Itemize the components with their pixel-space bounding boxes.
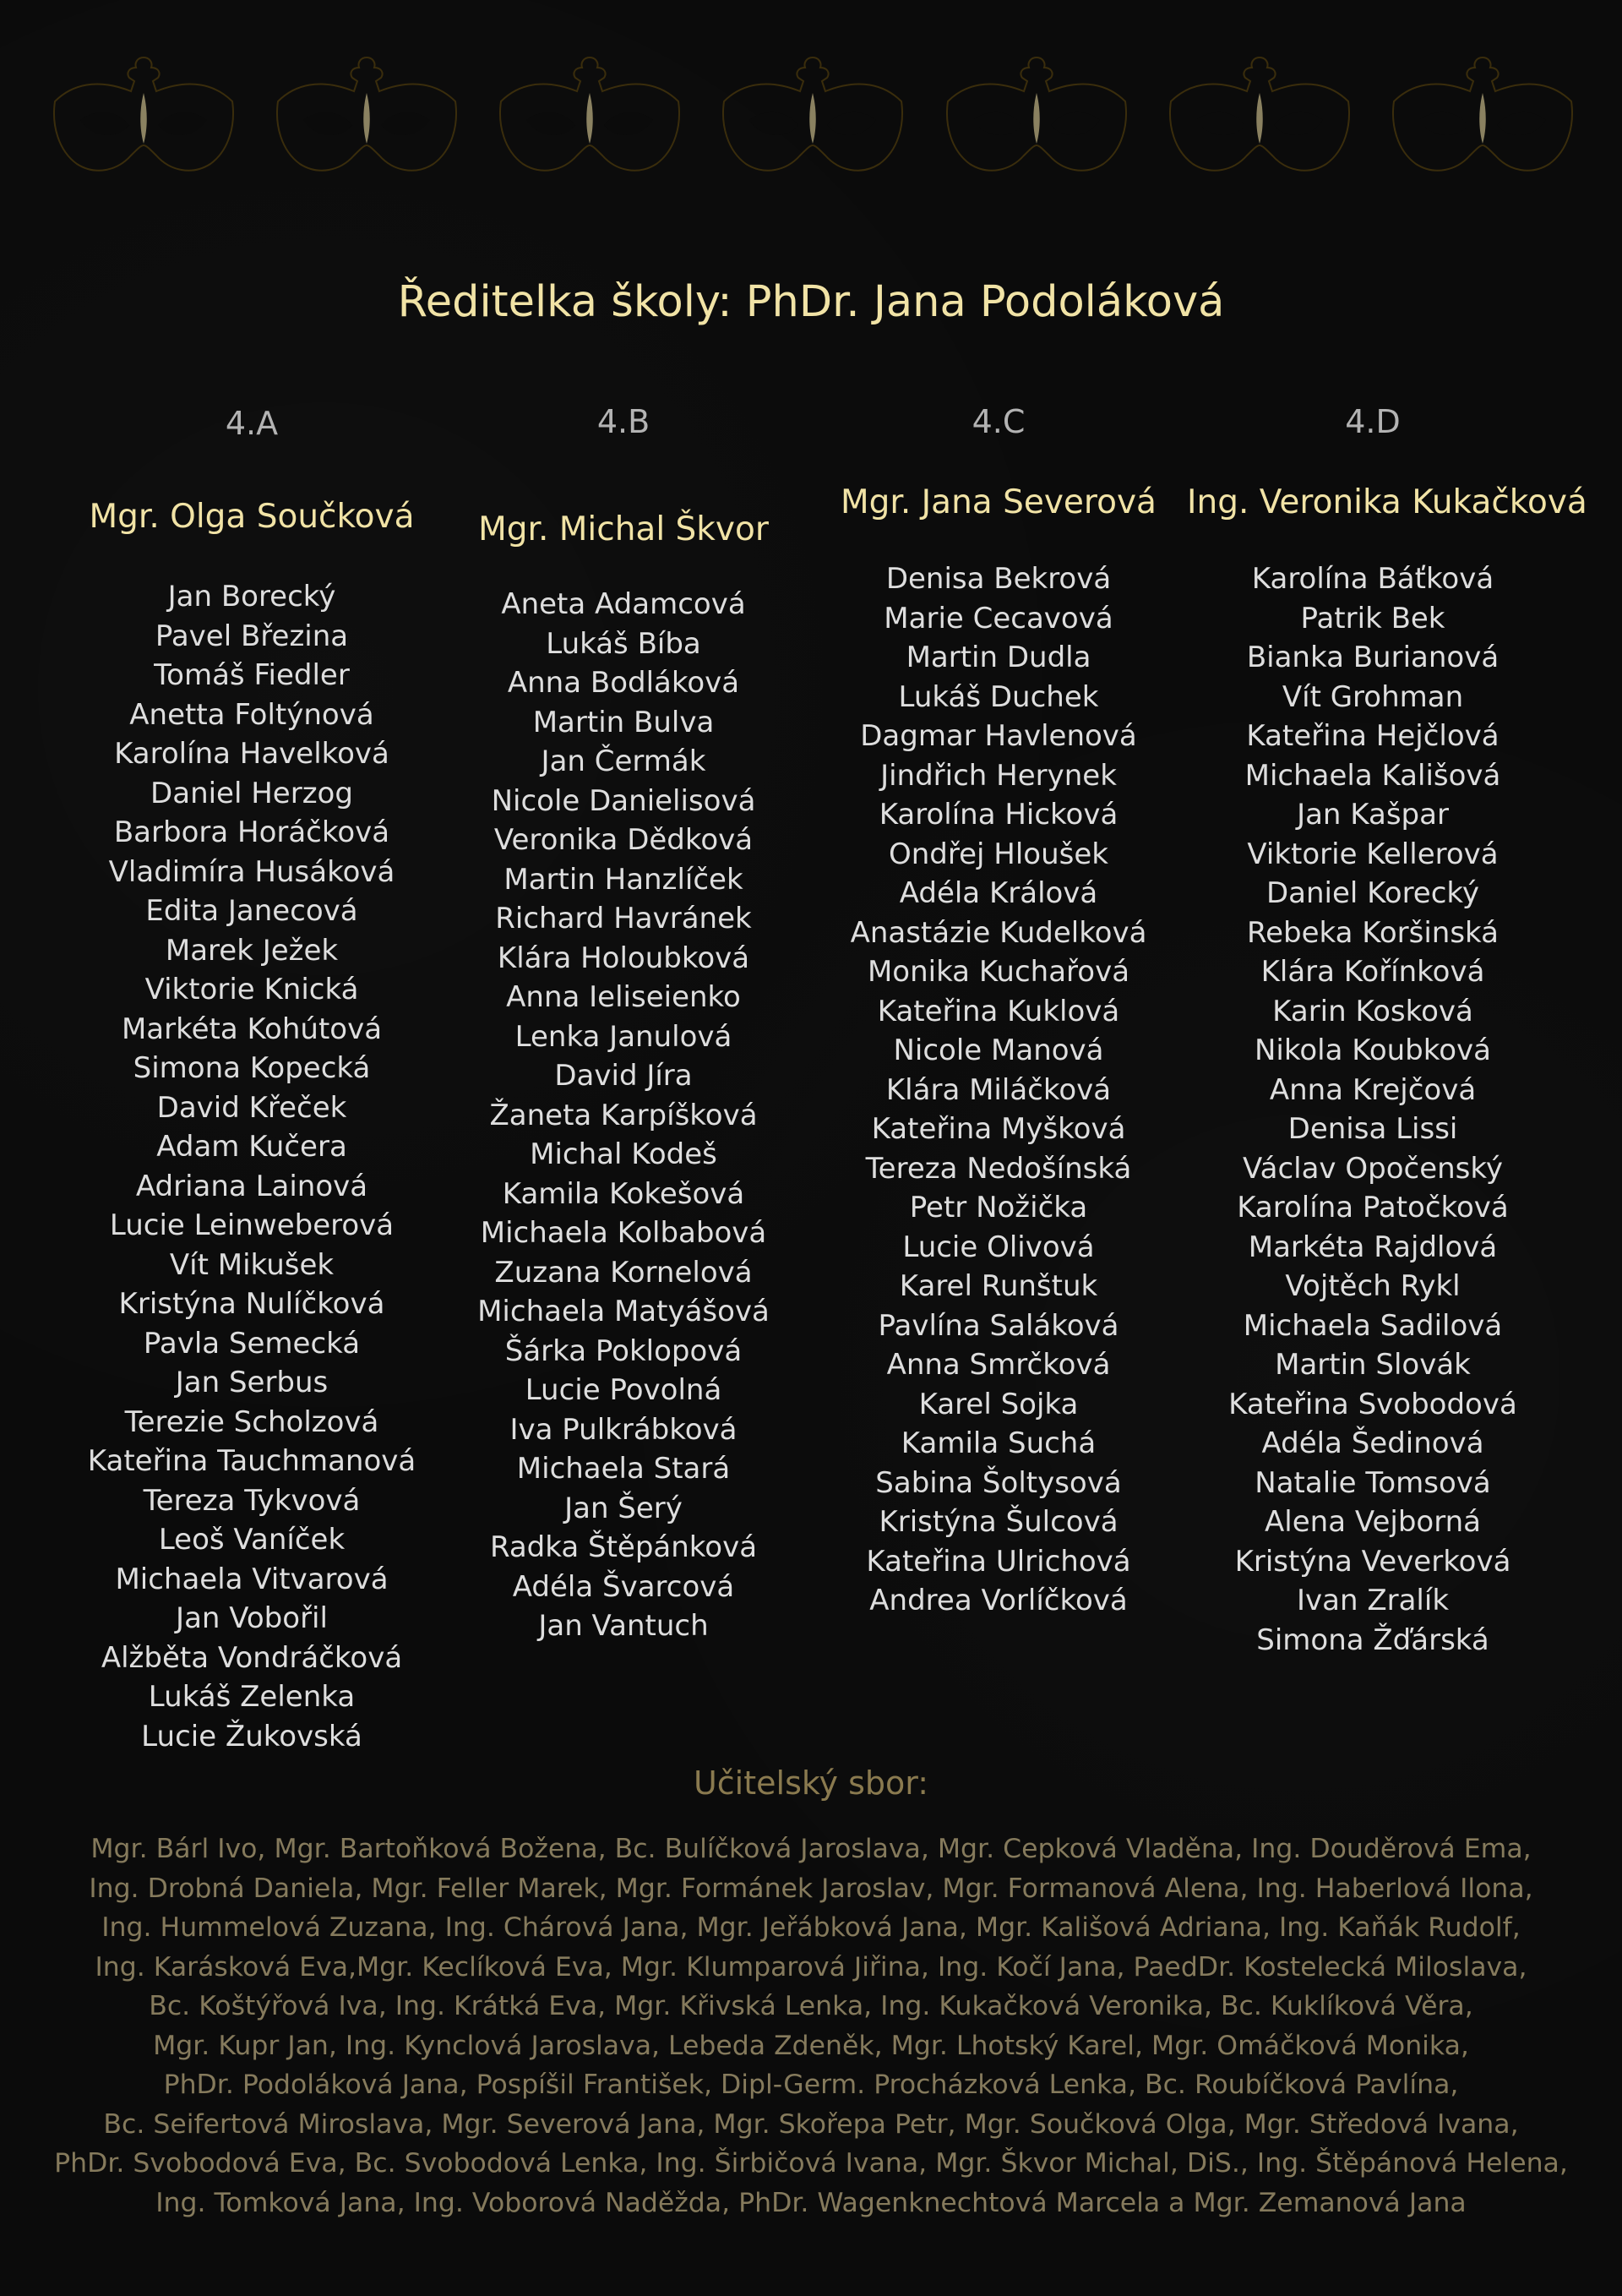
- student-name: Aneta Adamcová: [501, 587, 746, 621]
- student-name: Michaela Vitvarová: [115, 1562, 389, 1596]
- student-name: Rebeka Koršinská: [1247, 915, 1499, 950]
- student-name: Vít Grohman: [1282, 679, 1464, 714]
- student-name: Sabina Šoltysová: [875, 1465, 1122, 1500]
- student-name: Jan Serbus: [175, 1366, 329, 1399]
- golden-carnival-mask-icon: [716, 46, 910, 190]
- student-name: Jan Kašpar: [1297, 798, 1449, 832]
- student-name: Barbora Horáčková: [113, 815, 390, 849]
- staff-line: Ing. Hummelová Zuzana, Ing. Chárová Jana, Mgr. Jeřábková Jana, Mgr. Kališová Adriana, Ing. Kaňák Rudolf,: [101, 1912, 1521, 1943]
- student-name: Adéla Šedinová: [1261, 1426, 1484, 1460]
- student-name: Kamila Kokešová: [502, 1176, 745, 1211]
- student-name: Michaela Stará: [516, 1452, 731, 1486]
- staff-line: Bc. Seifertová Miroslava, Mgr. Severová Jana, Mgr. Skořepa Petr, Mgr. Součková Olga, Mgr. Středová Ivana,: [103, 2108, 1519, 2140]
- student-name: Karolína Havelková: [114, 737, 389, 771]
- student-name: Klára Miláčková: [885, 1072, 1112, 1107]
- student-name: Kateřina Kuklová: [877, 994, 1120, 1028]
- student-name: Viktorie Knická: [144, 973, 359, 1006]
- staff-heading: Učitelský sbor:: [693, 1764, 929, 1802]
- student-name: Dagmar Havlenová: [860, 719, 1137, 753]
- student-name: Karolína Patočková: [1237, 1191, 1509, 1224]
- staff-line: PhDr. Podoláková Jana, Pospíšil František, Dipl-Germ. Procházková Lenka, Bc. Roubíčková Pavlína,: [163, 2070, 1459, 2100]
- student-name: Václav Opočenský: [1243, 1151, 1503, 1186]
- student-name: Michaela Matyášová: [477, 1295, 770, 1328]
- class-teacher: Ing. Veronika Kukačková: [1187, 483, 1587, 521]
- student-name: Patrik Bek: [1300, 601, 1445, 635]
- student-name: Kateřina Svobodová: [1228, 1387, 1517, 1421]
- student-name: Pavlína Saláková: [878, 1308, 1119, 1343]
- student-name: Tereza Tykvová: [143, 1483, 361, 1518]
- class-teacher: Mgr. Jana Severová: [841, 483, 1157, 521]
- golden-carnival-mask-icon: [493, 46, 687, 190]
- student-name: David Křeček: [156, 1090, 347, 1125]
- student-name: Michal Kodeš: [530, 1137, 717, 1171]
- class-teacher: Mgr. Olga Součková: [89, 498, 415, 536]
- student-name: Pavla Semecká: [143, 1326, 361, 1361]
- student-name: Adéla Králová: [899, 876, 1098, 910]
- student-name: Viktorie Kellerová: [1247, 837, 1499, 871]
- student-name: Tereza Nedošínská: [865, 1151, 1132, 1186]
- student-name: Markéta Kohútová: [121, 1012, 383, 1046]
- class-column-4a: [66, 404, 438, 1756]
- student-name: Jindřich Herynek: [880, 758, 1117, 793]
- student-name: Pavel Březina: [155, 619, 349, 653]
- student-name: Kristýna Nulíčková: [118, 1287, 385, 1321]
- student-name: Petr Nožička: [909, 1191, 1088, 1224]
- student-name: Anna Krejčová: [1269, 1072, 1477, 1107]
- student-name: Monika Kuchařová: [867, 955, 1130, 989]
- student-list: [66, 577, 438, 1756]
- student-name: Nikola Koubková: [1254, 1033, 1492, 1067]
- student-name: Jan Borecký: [167, 580, 336, 614]
- student-name: Jan Vantuch: [538, 1609, 709, 1643]
- student-name: Anna Bodláková: [507, 666, 740, 700]
- student-name: Lucie Povolná: [525, 1373, 722, 1407]
- student-name: Simona Žďárská: [1256, 1622, 1489, 1657]
- student-name: Alena Vejborná: [1265, 1505, 1481, 1539]
- class-column-4b: [438, 402, 809, 1646]
- mask-row: [46, 46, 1580, 190]
- student-name: Lukáš Zelenka: [148, 1680, 356, 1714]
- student-name: Kateřina Tauchmanová: [87, 1444, 416, 1478]
- student-name: Kristýna Veverková: [1234, 1544, 1511, 1579]
- student-name: Edita Janecová: [145, 894, 358, 928]
- student-list: [813, 559, 1184, 1621]
- class-teacher: Mgr. Michal Škvor: [478, 510, 769, 548]
- class-column-4c: [813, 402, 1184, 1621]
- student-name: Simona Kopecká: [133, 1051, 371, 1085]
- student-name: Michaela Kališová: [1244, 758, 1501, 793]
- student-name: Marie Cecavová: [884, 601, 1113, 635]
- student-name: Karel Sojka: [918, 1387, 1079, 1421]
- student-name: Andrea Vorlíčková: [869, 1584, 1128, 1617]
- student-name: Kateřina Ulrichová: [866, 1544, 1131, 1579]
- staff-list: [34, 1830, 1588, 2222]
- student-name: Denisa Bekrová: [885, 562, 1112, 596]
- student-name: Adriana Lainová: [135, 1169, 368, 1203]
- student-name: Kateřina Hejčlová: [1246, 719, 1500, 753]
- staff-line: Mgr. Kupr Jan, Ing. Kynclová Jaroslava, Lebeda Zdeněk, Mgr. Lhotský Karel, Mgr. Omáčková Monika,: [153, 2030, 1469, 2061]
- class-name: 4.A: [225, 405, 279, 442]
- student-name: David Jíra: [554, 1059, 693, 1093]
- student-name: Martin Bulva: [532, 705, 715, 739]
- student-name: Terezie Scholzová: [124, 1404, 379, 1439]
- student-list: [438, 585, 809, 1646]
- student-name: Jan Šerý: [564, 1491, 683, 1525]
- student-name: Karin Kosková: [1272, 994, 1473, 1028]
- student-name: Vojtěch Rykl: [1285, 1269, 1461, 1303]
- student-name: Ondřej Hloušek: [889, 837, 1108, 871]
- student-name: Jan Vobořil: [176, 1601, 328, 1635]
- class-name: 4.C: [972, 403, 1026, 440]
- student-name: Adéla Švarcová: [512, 1569, 735, 1604]
- class-column-4d: [1187, 402, 1587, 1660]
- student-name: Radka Štěpánková: [489, 1530, 758, 1564]
- student-name: Michaela Kolbabová: [480, 1216, 767, 1250]
- student-name: Michaela Sadilová: [1243, 1308, 1503, 1343]
- student-name: Leoš Vaníček: [158, 1523, 346, 1557]
- student-name: Jan Čermák: [541, 744, 706, 778]
- student-name: Vladimíra Husáková: [108, 854, 395, 889]
- student-name: Klára Holoubková: [497, 941, 750, 975]
- student-name: Lucie Olivová: [902, 1230, 1095, 1264]
- staff-line: Ing. Tomková Jana, Ing. Voborová Naděžda, PhDr. Wagenknechtová Marcela a Mgr. Zemanová Jana: [155, 2187, 1467, 2218]
- student-name: Kateřina Myšková: [871, 1112, 1126, 1146]
- student-name: Nicole Danielisová: [491, 783, 756, 818]
- student-name: Lenka Janulová: [514, 1019, 732, 1054]
- student-name: Martin Hanzlíček: [503, 862, 743, 897]
- student-name: Alžběta Vondráčková: [101, 1640, 403, 1675]
- student-name: Anna Smrčková: [886, 1348, 1111, 1382]
- student-name: Natalie Tomsová: [1255, 1465, 1491, 1500]
- student-name: Šárka Poklopová: [504, 1333, 743, 1368]
- principal-title: Ředitelka školy: PhDr. Jana Podoláková: [397, 277, 1225, 327]
- golden-carnival-mask-icon: [1385, 46, 1580, 190]
- student-name: Iva Pulkrábková: [509, 1412, 738, 1447]
- staff-line: Ing. Karásková Eva,Mgr. Keclíková Eva, Mgr. Klumparová Jiřina, Ing. Kočí Jana, PaedDr. Kostelecká Miloslava,: [95, 1951, 1527, 1982]
- golden-carnival-mask-icon: [46, 46, 241, 190]
- staff-line: Mgr. Bárl Ivo, Mgr. Bartoňková Božena, Bc. Bulíčková Jaroslava, Mgr. Cepková Vladěna, Ing. Douděrová Ema,: [90, 1834, 1532, 1864]
- student-name: Zuzana Kornelová: [494, 1255, 753, 1290]
- student-name: Karolína Hicková: [879, 798, 1119, 832]
- staff-line: PhDr. Svobodová Eva, Bc. Svobodová Lenka, Ing. Širbičová Ivana, Mgr. Škvor Michal, DiS., Ing. Štěpánová Helena,: [54, 2148, 1568, 2179]
- student-name: Kristýna Šulcová: [879, 1505, 1119, 1539]
- staff-line: Bc. Koštýřová Iva, Ing. Krátká Eva, Mgr. Křivská Lenka, Ing. Kukačková Veronika, Bc. Kuklíková Věra,: [149, 1991, 1473, 2021]
- student-name: Žaneta Karpíšková: [489, 1098, 758, 1132]
- student-name: Kamila Suchá: [901, 1426, 1097, 1460]
- class-name: 4.B: [596, 403, 650, 440]
- student-name: Bianka Burianová: [1246, 641, 1500, 674]
- student-name: Lukáš Duchek: [898, 679, 1099, 714]
- student-name: Lukáš Bíba: [546, 626, 701, 661]
- student-name: Nicole Manová: [893, 1033, 1104, 1067]
- student-name: Karel Runštuk: [899, 1269, 1098, 1303]
- golden-carnival-mask-icon: [939, 46, 1134, 190]
- student-name: Anastázie Kudelková: [850, 915, 1147, 950]
- student-name: Denisa Lissi: [1287, 1112, 1458, 1146]
- student-name: Vít Mikušek: [169, 1247, 335, 1282]
- student-name: Martin Dudla: [906, 641, 1091, 674]
- class-name: 4.D: [1345, 403, 1401, 440]
- student-name: Lucie Leinweberová: [109, 1208, 395, 1242]
- student-name: Daniel Herzog: [150, 776, 353, 810]
- golden-carnival-mask-icon: [1162, 46, 1357, 190]
- student-name: Markéta Rajdlová: [1248, 1230, 1498, 1264]
- student-name: Ivan Zralík: [1296, 1584, 1450, 1617]
- student-name: Marek Ježek: [165, 933, 339, 968]
- student-name: Anetta Foltýnová: [129, 697, 374, 732]
- staff-line: Ing. Drobná Daniela, Mgr. Feller Marek, Mgr. Formánek Jaroslav, Mgr. Formanová Alena, Ing. Haberlová Ilona,: [89, 1873, 1533, 1904]
- student-name: Klára Kořínková: [1260, 955, 1485, 989]
- student-name: Daniel Korecký: [1265, 876, 1480, 910]
- student-name: Martin Slovák: [1275, 1348, 1471, 1382]
- student-name: Veronika Dědková: [493, 823, 754, 857]
- student-name: Lucie Žukovská: [141, 1719, 362, 1753]
- student-name: Anna Ieliseienko: [506, 980, 741, 1014]
- student-name: Richard Havránek: [495, 902, 752, 935]
- student-name: Adam Kučera: [156, 1130, 347, 1164]
- student-name: Tomáš Fiedler: [154, 658, 350, 692]
- student-name: Karolína Báťková: [1251, 562, 1494, 596]
- student-list: [1187, 559, 1559, 1660]
- golden-carnival-mask-icon: [269, 46, 464, 190]
